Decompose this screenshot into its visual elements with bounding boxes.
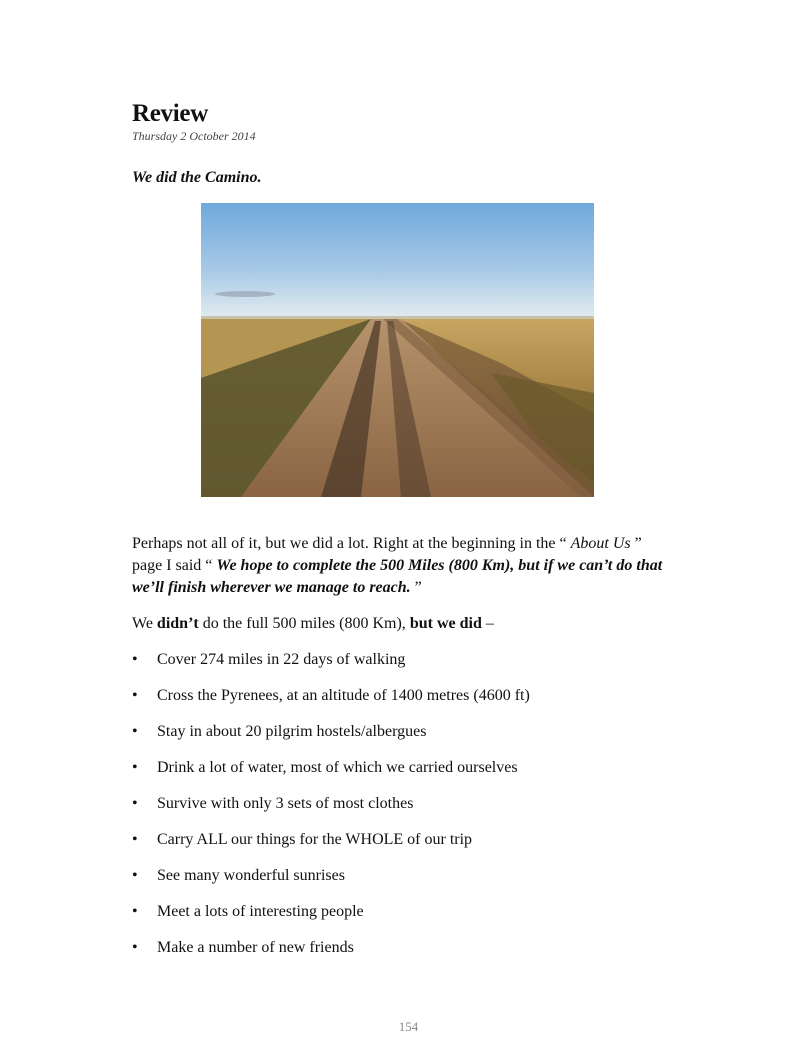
list-item [132,721,672,757]
list-item [132,829,672,865]
intro-text-3: ” [410,579,422,596]
list-item-text: Cover 274 miles in 22 days of walking [157,651,406,668]
post-date: Thursday 2 October 2014 [132,129,256,143]
bullet-icon: • [132,759,138,776]
bullet-icon: • [132,831,138,848]
about-us-link[interactable]: About Us [570,535,631,552]
did-text-2: do the full 500 miles (800 Km), [198,615,410,632]
achievement-intro [132,614,494,634]
bullet-icon: • [132,651,138,668]
list-item [132,865,672,901]
list-item-text: Make a number of new friends [157,939,354,956]
list-item-text: Stay in about 20 pilgrim hostels/albergues [157,723,427,740]
list-item-text: See many wonderful sunrises [157,867,345,884]
bullet-icon: • [132,687,138,704]
list-item [132,649,672,685]
intro-paragraph [132,533,672,599]
did-text-1: We [132,615,157,632]
list-item-text: Drink a lot of water, most of which we carried ourselves [157,759,518,776]
list-item-text: Survive with only 3 sets of most clothes [157,795,414,812]
bullet-icon: • [132,939,138,956]
but-we-did-emphasis: but we did [409,615,482,632]
intro-text: Perhaps not all of it, but we did a lot. Right at the beginning in the “ [132,535,571,552]
bullet-icon: • [132,903,138,920]
achievements-list [132,649,672,973]
sky [201,203,594,319]
lead-statement: We did the Camino. [132,169,262,186]
list-item [132,757,672,793]
cloud [215,291,275,297]
list-item [132,685,672,721]
list-item [132,937,672,973]
intro-text-2: ” page I said “ [132,535,642,574]
quoted-goal: We hope to complete the 500 Miles (800 Km), but if we can’t do that we’ll finish wherever we manage to reach. [132,557,663,596]
didnt-emphasis: didn’t [156,615,199,632]
camino-track-photo [201,203,594,497]
page-number: 154 [398,1019,419,1034]
bullet-icon: • [132,795,138,812]
list-item-text: Meet a lots of interesting people [157,903,364,920]
list-item [132,901,672,937]
list-item [132,793,672,829]
list-item-text: Carry ALL our things for the WHOLE of our trip [157,831,473,848]
did-text-3: – [481,615,494,632]
page-title: Review [132,100,208,127]
bullet-icon: • [132,723,138,740]
bullet-icon: • [132,867,138,884]
list-item-text: Cross the Pyrenees, at an altitude of 1400 metres (4600 ft) [157,687,530,704]
